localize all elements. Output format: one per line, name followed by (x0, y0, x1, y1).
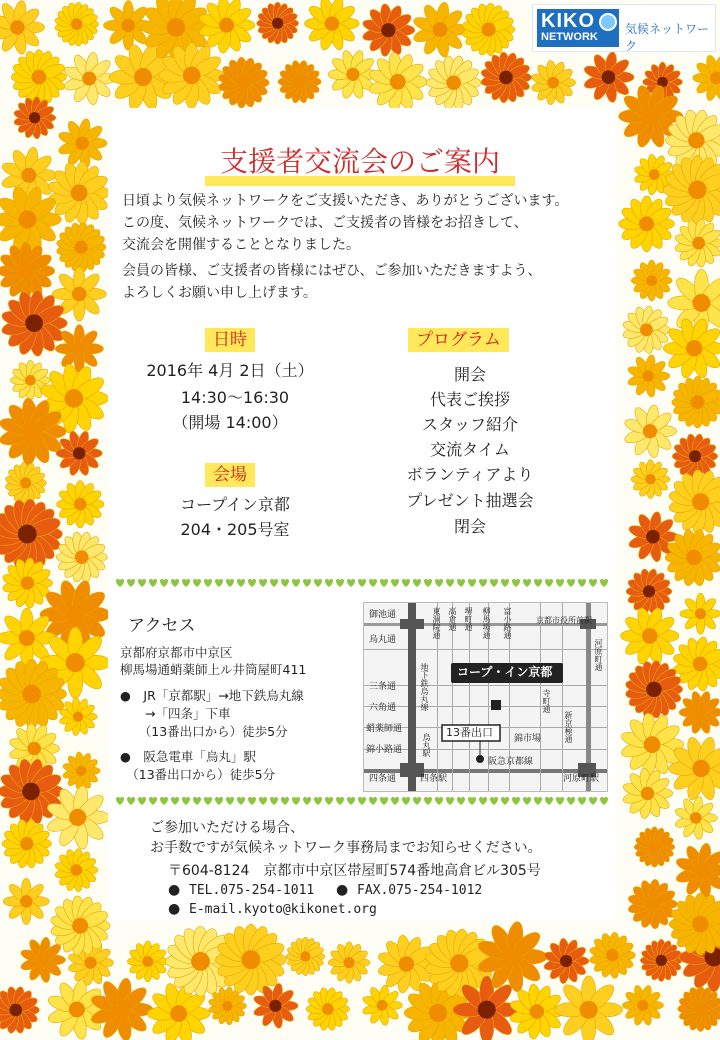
venue-heading: 会場 (205, 463, 255, 487)
flower (622, 984, 663, 1026)
program-item: スタッフ紹介 (421, 415, 518, 434)
map-street: 錦小路通 (366, 745, 403, 755)
heart-icon (556, 579, 564, 587)
heart-icon (534, 797, 542, 805)
intro-line: 交流会を開催することとなりました。 (122, 237, 360, 253)
flower (674, 796, 718, 840)
heart-icon (435, 579, 443, 587)
map-street: 三条通 (369, 682, 397, 692)
heart-icon (600, 579, 608, 587)
heart-icon (446, 579, 454, 587)
heart-icon (270, 579, 278, 587)
heart-icon (391, 797, 399, 805)
contact-note: お手数ですが気候ネットワーク事務局までお知らせください。 (150, 840, 542, 856)
map-street: 御池通 (369, 610, 397, 620)
flower (589, 932, 636, 979)
heart-icon (303, 579, 311, 587)
heart-icon (589, 797, 597, 805)
heart-icon (457, 797, 465, 805)
flower (3, 878, 49, 924)
flower (62, 752, 100, 791)
map-kawaramachi-station: 河原町駅 (563, 774, 600, 784)
heart-icon (567, 797, 575, 805)
heart-icon (369, 797, 377, 805)
map-hotel-label: コープ・イン京都 (457, 665, 553, 679)
access-address: 柳馬場通蛸薬師上ル井筒屋町411 (120, 662, 307, 677)
logo-subname: NETWORK (541, 31, 598, 43)
flower (634, 827, 674, 867)
heart-icon (248, 579, 256, 587)
route-line: （13番出口から）徒歩5分 (120, 724, 288, 739)
map-street: 六角通 (369, 703, 397, 713)
flower (328, 942, 369, 984)
flower (306, 987, 349, 1031)
program-item: 閉会 (453, 517, 486, 536)
heart-icon (160, 579, 168, 587)
heart-icon (127, 579, 135, 587)
heart-icon (138, 579, 146, 587)
flower (680, 593, 720, 634)
datetime-heading: 日時 (205, 328, 255, 352)
flower (480, 52, 531, 104)
heart-icon (116, 797, 124, 805)
program-item: 代表ご挨拶 (429, 390, 510, 409)
heart-icon (226, 579, 234, 587)
intro-line: 日頃より気候ネットワークをご支援いただき、ありがとうございます。 (122, 193, 569, 209)
heart-icon (468, 579, 476, 587)
flower (672, 376, 720, 428)
heart-icon (501, 579, 509, 587)
heart-icon (435, 797, 443, 805)
heart-icon (171, 797, 179, 805)
heart-icon (589, 579, 597, 587)
flower (56, 222, 106, 273)
program-item: 開会 (453, 365, 486, 384)
heart-icon (523, 797, 531, 805)
heart-icon (523, 579, 531, 587)
map-karasuma-station: 烏丸駅 (422, 733, 431, 757)
flower (57, 481, 104, 528)
heart-icon (325, 797, 333, 805)
flower (663, 317, 720, 380)
flower (426, 55, 481, 111)
heart-icon (567, 579, 575, 587)
heart-divider-bottom (112, 796, 608, 806)
flower (668, 469, 720, 534)
route-line: ● JR「京都駅」→地下鉄烏丸線 (120, 688, 304, 703)
heart-icon (215, 797, 223, 805)
heart-icon (237, 797, 245, 805)
map-kawaramachi: 河原町通 (594, 639, 603, 671)
flower (0, 0, 45, 55)
heart-icon (204, 797, 212, 805)
route-line: ● 阪急電車「烏丸」駅 (120, 749, 256, 764)
flower (54, 2, 98, 47)
flower (674, 219, 720, 268)
heart-icon (600, 797, 608, 805)
intro-line: この度、気候ネットワークでは、ご支援者の皆様をお招きして、 (122, 215, 528, 231)
map-street: 烏丸通 (369, 635, 397, 645)
heart-icon (501, 797, 509, 805)
flower (631, 260, 672, 301)
flower (626, 568, 672, 615)
heart-icon (314, 797, 322, 805)
heart-icon (457, 579, 465, 587)
heart-icon (490, 579, 498, 587)
flower (0, 242, 55, 300)
bullet-icon: ● (336, 882, 349, 898)
heart-icon (545, 797, 553, 805)
heart-icon (512, 797, 520, 805)
flower (631, 460, 670, 499)
flower (462, 3, 515, 57)
flower (286, 937, 325, 976)
heart-icon (171, 579, 179, 587)
flower (305, 0, 360, 51)
heart-icon (446, 797, 454, 805)
logo-jp-name: 気候ネットワーク (625, 22, 710, 53)
heart-icon (149, 797, 157, 805)
heart-icon (534, 579, 542, 587)
kiko-network-logo[interactable] (532, 4, 716, 52)
heart-icon (281, 797, 289, 805)
flower (623, 404, 677, 458)
venue-name: コープイン京都 (180, 495, 290, 514)
flower (412, 1, 468, 58)
map-street: 柳馬場通 (482, 607, 491, 639)
contact-fax: FAX.075-254-1012 (357, 883, 483, 898)
map-street: 堺町通 (464, 607, 473, 631)
flower (621, 606, 679, 665)
map-street: 蛸薬師通 (366, 724, 403, 734)
heart-icon (545, 579, 553, 587)
flower (127, 941, 168, 982)
flower (583, 51, 634, 103)
heart-icon (281, 579, 289, 587)
venue-room: 204・205号室 (180, 520, 290, 539)
flower (56, 430, 102, 477)
heart-icon (556, 797, 564, 805)
map-hankyu-line: 阪急京都線 (488, 757, 534, 767)
heart-icon (149, 579, 157, 587)
heart-icon (380, 579, 388, 587)
program-heading: プログラム (408, 328, 509, 352)
heart-icon (413, 797, 421, 805)
heart-icon (424, 579, 432, 587)
event-date: 2016年 4月 2日（土） (146, 361, 314, 380)
logo-badge (537, 9, 619, 47)
heart-icon (358, 579, 366, 587)
flower (555, 976, 623, 1040)
flower (215, 924, 286, 995)
contact-email[interactable]: E-mail.kyoto@kikonet.org (189, 902, 377, 917)
flower (5, 462, 47, 504)
heart-icon (413, 579, 421, 587)
heart-icon (512, 579, 520, 587)
program-item: プレゼント抽選会 (406, 491, 534, 510)
heart-icon (578, 797, 586, 805)
heart-icon (336, 579, 344, 587)
heart-icon (468, 797, 476, 805)
route-line: （13番出口から）徒歩5分 (120, 767, 276, 782)
heart-icon (578, 579, 586, 587)
heart-icon (347, 579, 355, 587)
heart-icon (248, 797, 256, 805)
contact-note: ご参加いただける場合、 (150, 820, 304, 836)
flower (622, 768, 673, 819)
door-open-time: （開場 14:00） (172, 413, 288, 432)
heart-icon (116, 579, 124, 587)
heart-icon (292, 579, 300, 587)
heart-icon (391, 579, 399, 587)
flower (543, 938, 589, 985)
heart-icon (259, 579, 267, 587)
heart-icon (226, 797, 234, 805)
heart-icon (215, 579, 223, 587)
heart-icon (259, 797, 267, 805)
intro-line: 会員の皆様、ご支援者の皆様にはぜひ、ご参加いただきますよう、 (122, 263, 542, 279)
flower (531, 60, 576, 105)
flower (56, 531, 107, 583)
heart-icon (160, 797, 168, 805)
flower (640, 939, 682, 981)
flower (46, 979, 107, 1040)
access-map[interactable] (363, 602, 608, 792)
map-street: 高倉通 (448, 607, 457, 631)
flower (627, 354, 670, 398)
intro-line: よろしくお願い申し上げます。 (122, 285, 317, 301)
flower (368, 52, 428, 112)
heart-icon (369, 579, 377, 587)
heart-icon (270, 797, 278, 805)
heart-icon (237, 579, 245, 587)
logo-name: KIKO (541, 10, 595, 32)
flower (0, 659, 67, 729)
flower (55, 325, 103, 373)
map-shinkyogoku: 新京極通 (564, 711, 573, 743)
heart-icon (204, 579, 212, 587)
globe-icon (599, 13, 617, 31)
heart-icon (292, 797, 300, 805)
flower (278, 60, 321, 104)
flower (198, 0, 255, 54)
access-heading: アクセス (128, 616, 196, 636)
map-exit-label: 13番出口 (446, 726, 493, 739)
heart-divider-top (112, 578, 608, 588)
heart-icon (182, 579, 190, 587)
heart-icon (424, 797, 432, 805)
map-teramachi: 寺町通 (542, 689, 551, 713)
flower (679, 690, 720, 734)
flower (622, 305, 670, 354)
program-item: 交流タイム (430, 440, 510, 459)
heart-icon (402, 579, 410, 587)
map-cityhall-station: 京都市役所前駅 (536, 616, 592, 625)
program-item: ボランティアより (406, 465, 534, 484)
access-address: 京都府京都市中京区 (120, 645, 233, 660)
map-subway: 地下鉄烏丸線 (420, 663, 429, 711)
flower (11, 50, 66, 105)
flower (54, 848, 98, 892)
heart-icon (182, 797, 190, 805)
flower (675, 842, 720, 898)
flower (57, 118, 107, 169)
map-nishiki: 錦市場 (514, 734, 542, 744)
flower (668, 269, 720, 336)
map-street: 富小路通 (503, 607, 512, 639)
flower (678, 986, 720, 1032)
contact-address: 〒604-8124 京都市中京区帯屋町574番地高倉ビル305号 (168, 863, 541, 879)
event-time: 14:30〜16:30 (180, 388, 290, 407)
page-title: 支援者交流会のご案内 (219, 145, 500, 178)
contact-tel[interactable]: TEL.075-254-1011 (189, 883, 315, 898)
heart-icon (193, 579, 201, 587)
flower (693, 54, 720, 102)
heart-icon (490, 797, 498, 805)
route-line: →「四条」下車 (120, 706, 231, 721)
heart-icon (303, 797, 311, 805)
heart-icon (347, 797, 355, 805)
heart-icon (479, 579, 487, 587)
flower (257, 2, 299, 44)
map-shijo-station: 四条駅 (420, 774, 448, 784)
heart-icon (127, 797, 135, 805)
flower (0, 986, 40, 1034)
bullet-icon: ● (168, 882, 181, 898)
flower (62, 52, 115, 106)
heart-icon (193, 797, 201, 805)
heart-icon (138, 797, 146, 805)
heart-icon (325, 579, 333, 587)
flower (59, 697, 98, 736)
heart-icon (358, 797, 366, 805)
flower (2, 819, 51, 869)
map-street: 四条通 (369, 774, 397, 784)
flower (2, 557, 53, 608)
bullet-icon: ● (168, 901, 181, 917)
map-street: 東洞院通 (432, 607, 441, 639)
heart-icon (402, 797, 410, 805)
heart-icon (336, 797, 344, 805)
heart-icon (314, 579, 322, 587)
flower (218, 57, 269, 109)
flower (362, 985, 403, 1027)
heart-icon (380, 797, 388, 805)
flower (361, 3, 414, 57)
heart-icon (479, 797, 487, 805)
